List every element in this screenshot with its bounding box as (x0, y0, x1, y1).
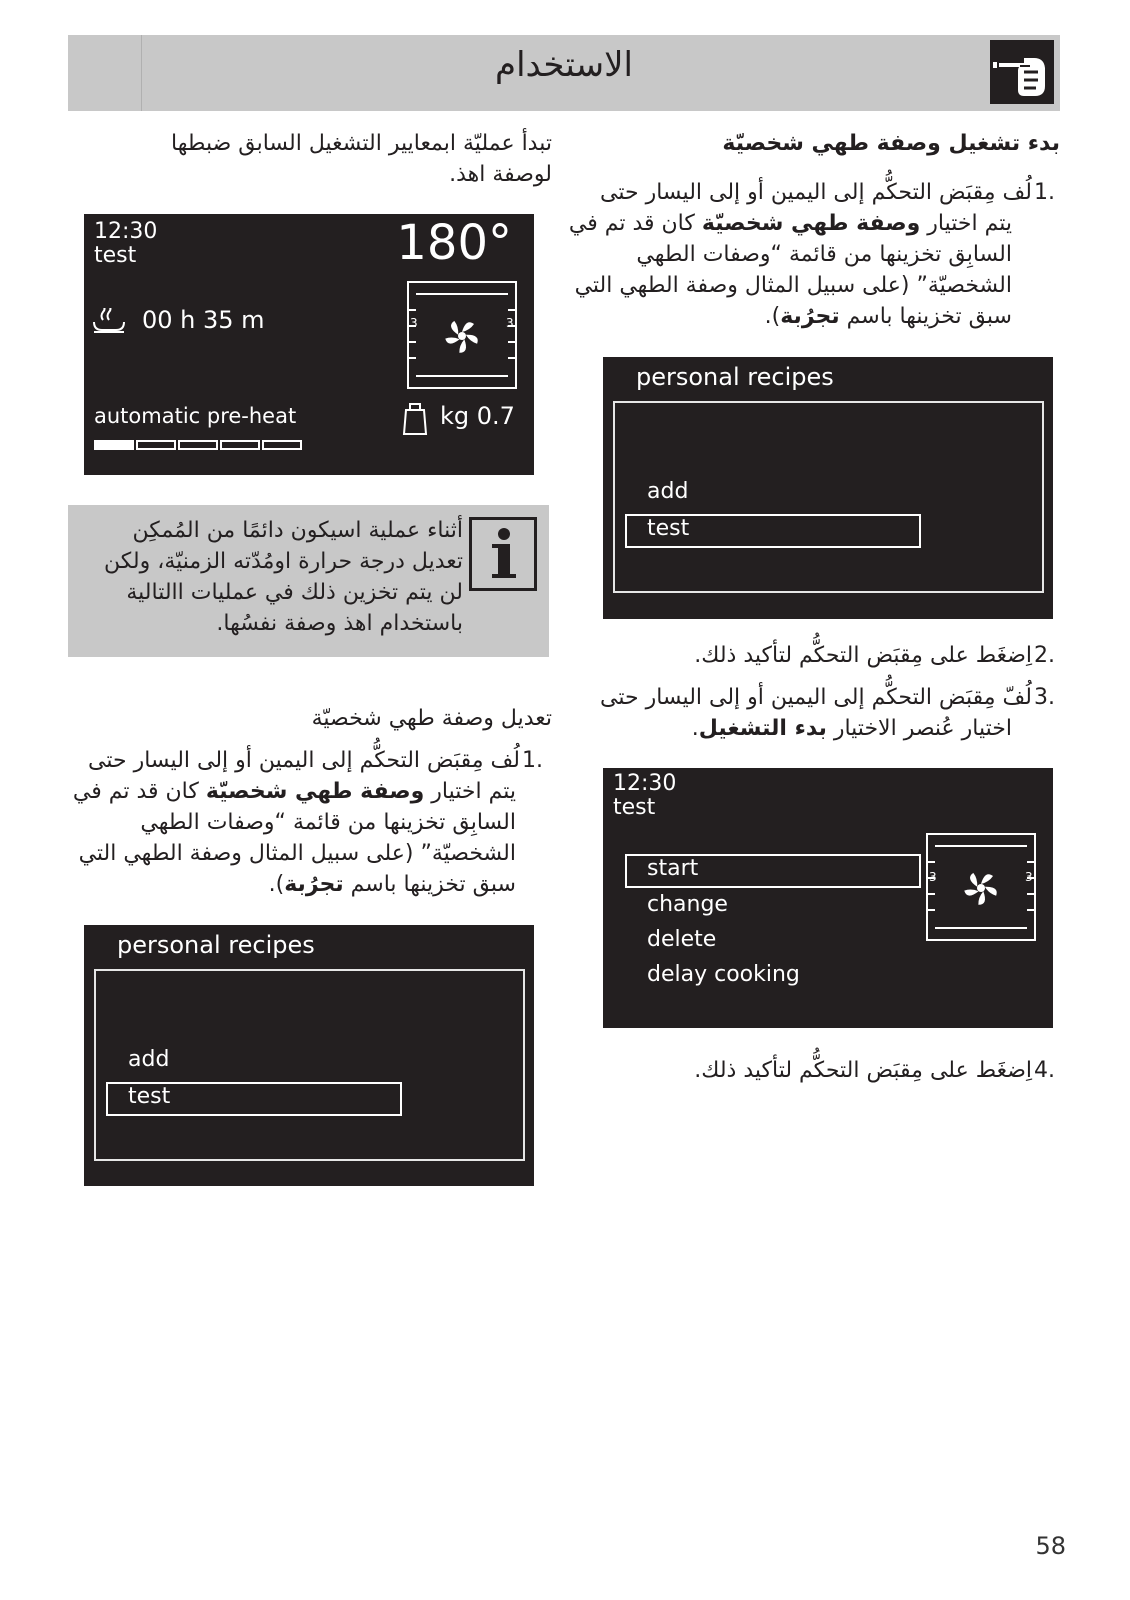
oven-display (84, 214, 534, 475)
progress-segment (136, 440, 176, 450)
intro-text: تبدأ عمليّة ابمعايير التشغيل السابق ضبطها لوصفة اهذ. (171, 131, 552, 187)
step-number: 1. (1034, 180, 1055, 205)
page-title: الاستخدام (495, 45, 633, 85)
clock: 12:30 (94, 219, 158, 244)
screen-title: personal recipes (117, 931, 315, 959)
oven-cavity-icon (925, 832, 1037, 942)
menu-item-test[interactable]: test (647, 516, 690, 541)
cooking-duration: 00 h 35 m (142, 306, 265, 334)
start-recipe-heading: بدء تشغيل وصفة طهي شخصيّة (722, 131, 1060, 156)
oven-cavity-icon (406, 280, 518, 390)
step-number: 4. (1034, 1058, 1055, 1083)
progress-segment (94, 440, 134, 450)
clock: 12:30 (613, 771, 677, 796)
recipe-name: test (94, 243, 137, 268)
temperature: 180° (396, 215, 512, 271)
step-number: 3. (1034, 685, 1055, 710)
personal-recipes-screen (603, 357, 1053, 619)
food-weight: kg 0.7 (440, 402, 515, 430)
info-note (68, 505, 549, 657)
menu-item-delete[interactable]: delete (647, 927, 717, 952)
step-text-body: يتم اختيار وصفة طهي شخصيّة كان قد تم في السابِق تخزينها من قائمة “وصفات الطهي الشخصيّة” (على سبيل المثال وصفة الطهي التي سبق تخزينها باسم تجرُبة). (568, 211, 1012, 329)
preheat-progress-bar (94, 440, 306, 450)
shelf-level-left: 3 (410, 316, 418, 330)
info-icon (469, 517, 537, 591)
step-text: اِضغَط على مِقبَض التحكُّم لتأكيد ذلك. (694, 1058, 1032, 1083)
menu-item-start[interactable]: start (647, 856, 699, 881)
step-text-body: يتم اختيار وصفة طهي شخصيّة كان قد تم في السابِق تخزينها من قائمة “وصفات الطهي الشخصيّة” (على سبيل المثال وصفة الطهي التي سبق تخزينها باسم تجرُبة). (72, 779, 516, 897)
step-number: 2. (1034, 643, 1055, 668)
menu-item-change[interactable]: change (647, 892, 728, 917)
progress-segment (262, 440, 302, 450)
info-note-text: أثناء عملية اسيكون دائمًا من المُمكِن تعديل درجة حرارة اومُدّته الزمنيّة، ولكن لن يتم تخزين ذلك في عمليات االتالية باستخدام اهذ وصفة نفسُها. (104, 518, 463, 636)
screen-title: personal recipes (636, 363, 834, 391)
menu-item-add[interactable]: add (128, 1047, 170, 1072)
step-number: 1. (522, 748, 543, 773)
personal-recipes-screen-edit (84, 925, 534, 1186)
cooking-mode: automatic pre-heat (94, 404, 297, 428)
menu-item-add[interactable]: add (647, 479, 689, 504)
progress-segment (178, 440, 218, 450)
weight-icon (402, 402, 428, 440)
page-header (68, 35, 1060, 111)
edit-recipe-heading: تعديل وصفة طهي شخصيّة (311, 706, 552, 731)
page-number: 58 (1035, 1532, 1066, 1560)
step-text: لُفّ مِقبَض التحكُّم إلى اليمين أو إلى اليسار حتى (600, 685, 1032, 710)
pointing-hand-icon (990, 40, 1054, 104)
menu-item-test[interactable]: test (128, 1084, 171, 1109)
menu-item-delay-cooking[interactable]: delay cooking (647, 962, 800, 987)
step-text: لُف مِقبَض التحكُّم إلى اليمين أو إلى اليسار حتى (600, 180, 1032, 205)
recipe-action-screen (603, 768, 1053, 1028)
step-text: اِضغَط على مِقبَض التحكُّم لتأكيد ذلك. (694, 643, 1032, 668)
shelf-level-right: 3 (506, 316, 514, 330)
progress-segment (220, 440, 260, 450)
shelf-level-left: 3 (929, 870, 937, 884)
cooking-duration-icon (92, 308, 126, 338)
shelf-level-right: 3 (1025, 870, 1033, 884)
recipe-name: test (613, 795, 656, 820)
step-text-body: اختيار عُنصر الاختيار بدء التشغيل. (691, 716, 1012, 741)
step-text: لُف مِقبَض التحكُّم إلى اليمين أو إلى اليسار حتى (88, 748, 520, 773)
